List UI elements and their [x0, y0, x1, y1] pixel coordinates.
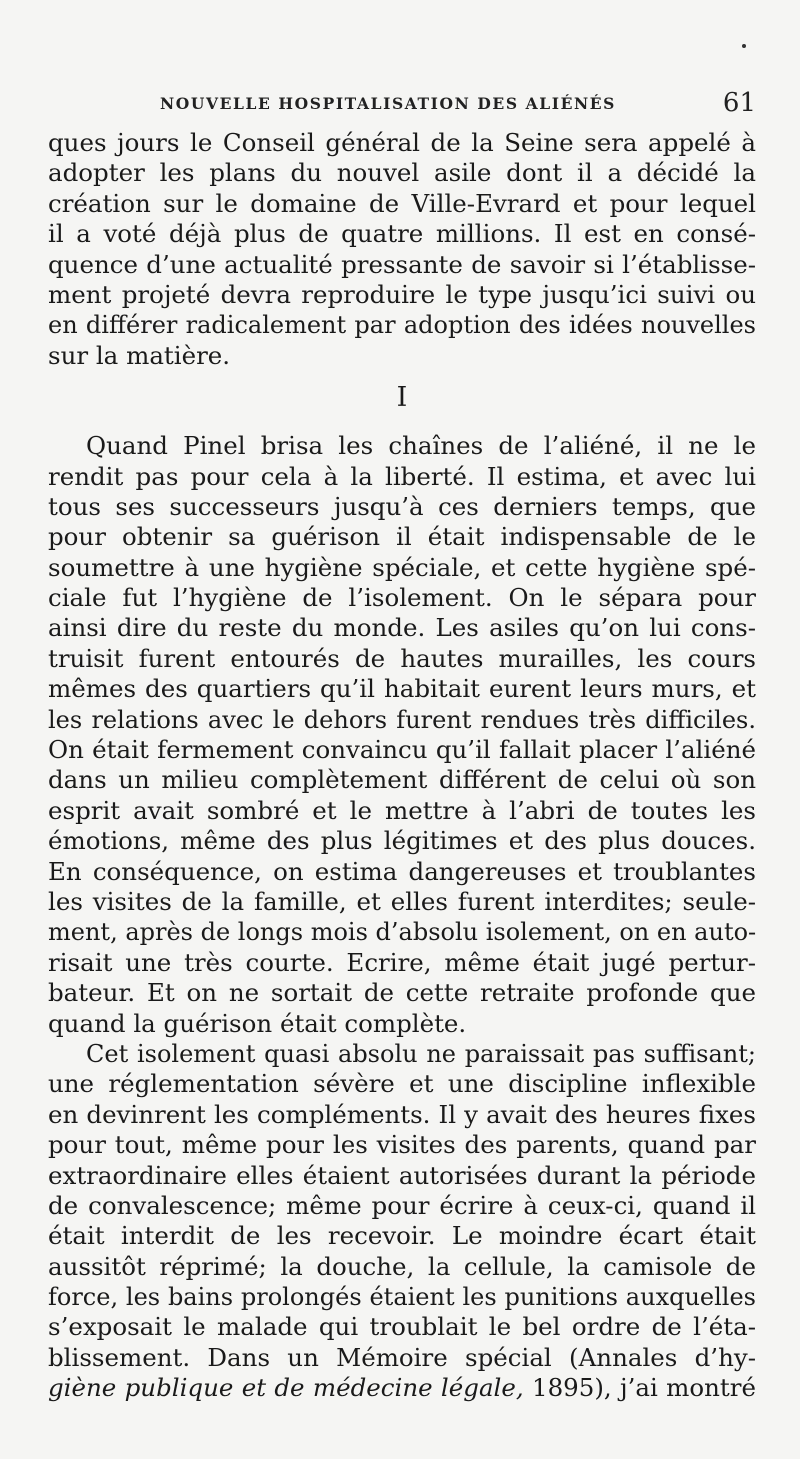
text-line: les visites de la famille, et elles furent interdites; seule- [48, 886, 756, 916]
text-line: truisit furent entourés de hautes murailles, les cours [48, 643, 756, 673]
text-line: adopter les plans du nouvel asile dont il a décidé la [48, 158, 756, 188]
text-line: création sur le domaine de Ville-Evrard et pour lequel [48, 188, 756, 218]
text-line: extraordinaire elles étaient autorisées durant la période [48, 1160, 756, 1190]
section-heading: I [396, 382, 408, 414]
text-line: pour tout, même pour les visites des parents, quand par [48, 1130, 756, 1160]
citation-italic: giène publique et de médecine légale, [48, 1373, 524, 1403]
text-line: il a voté déjà plus de quatre millions. Il est en consé- [48, 219, 756, 249]
text-line: esprit avait sombré et le mettre à l’abri de toutes les [48, 795, 756, 825]
ink-speck [742, 44, 746, 48]
text-line: une réglementation sévère et une discipline inflexible [48, 1069, 756, 1099]
text-line-final [48, 1373, 756, 1403]
text-line: ment, après de longs mois d’absolu isolement, on en auto- [48, 918, 757, 947]
text-line: quence d’une actualité pressante de savoir si l’établisse- [48, 249, 756, 279]
text-line: ciale fut l’hygiène de l’isolement. On le sépara pour [48, 583, 756, 613]
text-line: sur la matière. [48, 340, 231, 370]
text-line: ment projeté devra reproduire le type jusqu’ici suivi ou [48, 279, 756, 309]
text-line: en différer radicalement par adoption des idées nouvelles [48, 311, 756, 340]
text-line: ainsi dire du reste du monde. Les asiles qu’on lui cons- [48, 613, 756, 643]
body-text [48, 128, 756, 1404]
text-line: s’exposait le malade qui troublait le bel ordre de l’éta- [48, 1312, 756, 1342]
running-title: NOUVELLE HOSPITALISATION DES ALIÉNÉS [160, 94, 616, 113]
text-line: rendit pas pour cela à la liberté. Il estima, et avec lui [48, 461, 756, 491]
citation-roman: 1895), j’ai montré [523, 1373, 756, 1403]
text-line: Cet isolement quasi absolu ne paraissait pas suffisant; [86, 1039, 756, 1068]
text-line: bateur. Et on ne sortait de cette retraite profonde que [48, 978, 756, 1008]
text-line: En conséquence, on estima dangereuses et troublantes [48, 856, 756, 886]
text-line: On était fermement convaincu qu’il fallait placer l’aliéné [48, 735, 756, 765]
text-line: ques jours le Conseil général de la Seine sera appelé à [48, 128, 756, 157]
text-line: était interdit de les recevoir. Le moindre écart était [48, 1221, 756, 1251]
text-line: force, les bains prolongés étaient les punitions auxquelles [48, 1283, 756, 1312]
text-line: blissement. Dans un Mémoire spécial (Annales d’hy- [48, 1342, 756, 1372]
page-number: 61 [722, 88, 756, 118]
text-line: les relations avec le dehors furent rendues très difficiles. [48, 705, 756, 734]
text-line: quand la guérison était complète. [48, 1008, 467, 1038]
text-line: dans un milieu complètement différent de celui où son [48, 765, 756, 795]
text-line: émotions, même des plus légitimes et des plus douces. [48, 826, 756, 856]
paragraph-2 [48, 431, 756, 1039]
text-line: pour obtenir sa guérison il était indispensable de le [48, 522, 756, 552]
paragraph-3 [48, 1039, 756, 1404]
text-line: de convalescence; même pour écrire à ceux-ci, quand il [48, 1190, 756, 1220]
text-line: en devinrent les compléments. Il y avait des heures fixes [48, 1099, 756, 1129]
text-line: mêmes des quartiers qu’il habitait eurent leurs murs, et [48, 674, 756, 704]
text-line: aussitôt réprimé; la douche, la cellule, la camisole de [48, 1251, 756, 1281]
text-line: soumettre à une hygiène spéciale, et cette hygiène spé- [48, 552, 756, 582]
text-line: risait une très courte. Ecrire, même était jugé pertur- [48, 947, 756, 977]
page-header [48, 88, 756, 122]
text-line: Quand Pinel brisa les chaînes de l’aliéné, il ne le [86, 431, 756, 461]
text-line: tous ses successeurs jusqu’à ces derniers temps, que [48, 491, 756, 521]
paragraph-1 [48, 128, 756, 371]
